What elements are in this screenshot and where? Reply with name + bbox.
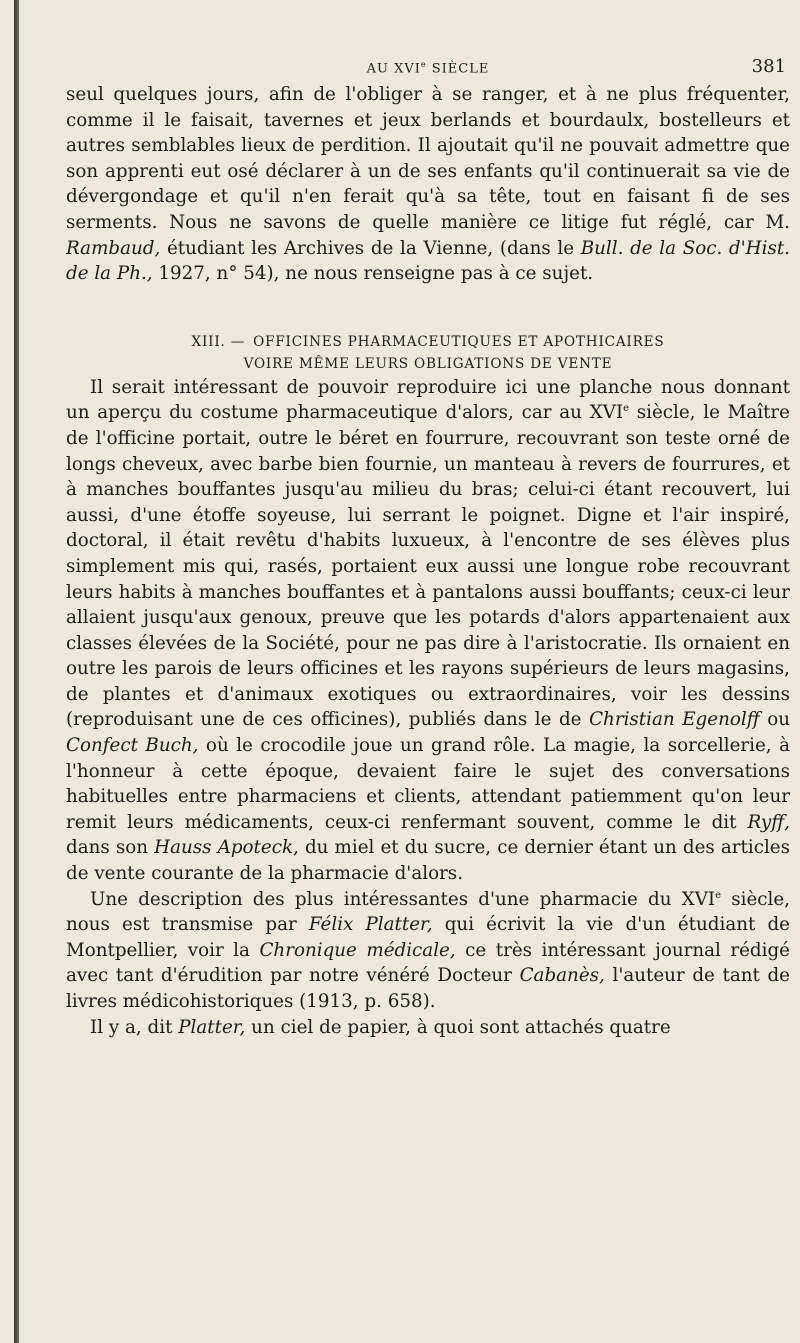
- section-title-line-2: VOIRE MÊME LEURS OBLIGATIONS DE VENTE: [243, 355, 613, 372]
- section-heading: [66, 331, 790, 375]
- section-title-line-1: OFFICINES PHARMACEUTIQUES ET APOTHICAIRES: [253, 333, 665, 350]
- running-title: AU XVIe SIÈCLE: [366, 60, 490, 77]
- paragraph-2: Il serait intéressant de pouvoir reproduire ici une planche nous donnant un aperçu du costume pharmaceutique d'alors, car au XVIe siècle, le Maître de l'officine portait, outre le béret en fourrure, recouvrant son teste orné de longs cheveux, avec barbe bien fournie, un manteau à revers de fourrures, et à manches bouffantes jusqu'au milieu du bras; celui-ci étant recouvert, lui aussi, d'une étoffe soyeuse, lui serrant le poignet. Digne et l'air inspiré, doctoral, il était revêtu d'habits luxueux, à l'encontre de ses élèves plus simplement mis qui, rasés, portaient eux aussi une longue robe recouvrant leurs habits à manches bouffantes et à pantalons aussi bouffants; ceux-ci leur allaient jusqu'aux genoux, preuve que les potards d'alors appartenaient aux classes élevées de la Société, pour ne pas dire à l'aristocratie. Ils ornaient en outre les parois de leurs officines et les rayons supérieurs de leurs magasins, de plantes et d'animaux exotiques ou extraordinaires, voir les dessins (reproduisant une de ces officines), publiés dans le de Christian Egenolff ou Confect Buch, où le crocodile joue un grand rôle. La magie, la sorcellerie, à l'honneur à cette époque, devaient faire le sujet des conversations habituelles entre pharmaciens et clients, attendant patiemment qu'on leur remit leurs médicaments, ceux-ci renfermant souvent, comme le dit Ryff, dans son Hauss Apoteck, du miel et du sucre, ce dernier étant un des articles de vente courante de la pharmacie d'alors.: [66, 376, 791, 885]
- paragraph-3: Une description des plus intéressantes d'une pharmacie du XVIe siècle, nous est transmise par Félix Platter, qui écrivit la vie d'un étudiant de Montpellier, voir la Chronique médicale, ce très intéressant journal rédigé avec tant d'érudition par notre vénéré Docteur Cabanès, l'auteur de tant de livres médicohistoriques (1913, p. 658).: [66, 888, 790, 1012]
- running-header: [66, 52, 790, 82]
- paragraph-4: Il y a, dit Platter, un ciel de papier, à quoi sont attachés quatre: [90, 1016, 671, 1038]
- page-binding-edge: [14, 0, 19, 1343]
- page-number: 381: [751, 56, 786, 77]
- paragraph-1: seul quelques jours, afin de l'obliger à se ranger, et à ne plus fréquenter, comme il le faisait, tavernes et jeux berlands et bourdaulx, bostelleurs et autres semblables lieux de perdition. Il ajoutait qu'il ne pouvait admettre que son apprenti eut osé déclarer à un de ses enfants qu'il continuerait sa vie de dévergondage et qu'il n'en ferait qu'à sa tête, tout en faisant fi de ses serments. Nous ne savons de quelle manière ce litige fut réglé, car M. Rambaud, étudiant les Archives de la Vienne, (dans le Bull. de la Soc. d'Hist. de la Ph., 1927, n° 54), ne nous renseigne pas à ce sujet.: [66, 84, 790, 285]
- book-page: [66, 52, 790, 1040]
- section-number: XIII. —: [191, 333, 246, 350]
